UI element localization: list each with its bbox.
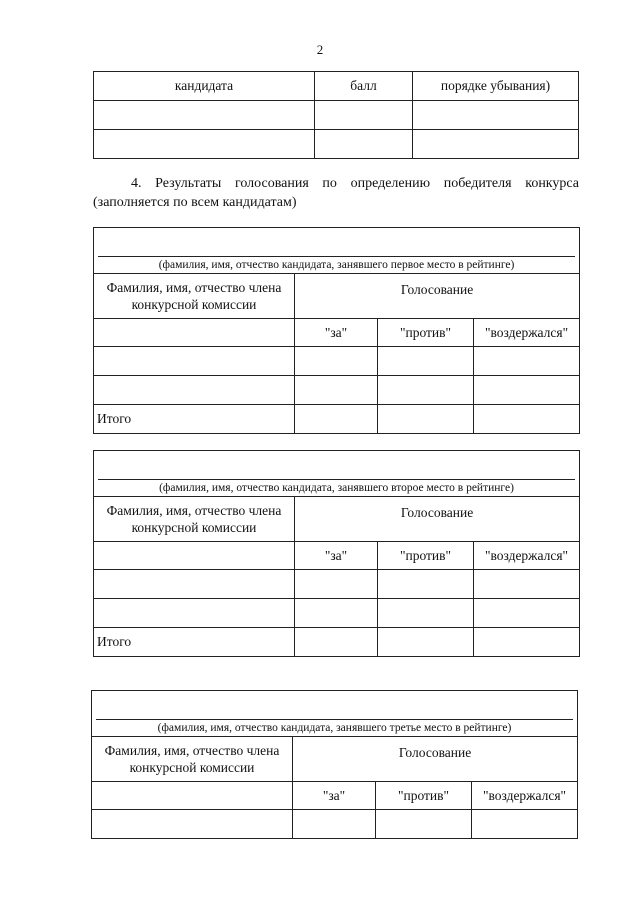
options-row	[92, 782, 578, 810]
table-cell	[94, 542, 295, 570]
candidate-name-row	[92, 691, 578, 737]
table-cell[interactable]	[378, 376, 474, 405]
table-row	[94, 347, 580, 376]
section-4-number: 4.	[131, 176, 142, 191]
table-cell[interactable]	[378, 599, 474, 628]
voting-table-second-place	[93, 450, 580, 657]
option-for: "за"	[293, 782, 376, 810]
section-4-paragraph	[93, 174, 579, 212]
vote-header: Голосование	[295, 497, 580, 542]
table-cell[interactable]	[295, 347, 378, 376]
member-header: Фамилия, имя, отчество члена конкурсной комиссии	[92, 737, 293, 782]
options-row	[94, 319, 580, 347]
header-row	[92, 737, 578, 782]
table-cell[interactable]	[474, 599, 580, 628]
table-cell[interactable]	[378, 347, 474, 376]
table-cell[interactable]	[474, 347, 580, 376]
table-cell[interactable]	[378, 570, 474, 599]
option-against: "против"	[378, 319, 474, 347]
table-cell[interactable]	[295, 628, 378, 657]
candidate-caption: (фамилия, имя, отчество кандидата, занявшего третье место в рейтинге)	[96, 719, 573, 734]
column-header-score: балл	[315, 72, 413, 101]
table-cell[interactable]	[94, 570, 295, 599]
total-row	[94, 405, 580, 434]
member-header: Фамилия, имя, отчество члена конкурсной комиссии	[94, 274, 295, 319]
table-row	[94, 376, 580, 405]
candidate-ranking-table	[93, 71, 579, 159]
column-header-candidate: кандидата	[94, 72, 315, 101]
option-against: "против"	[376, 782, 472, 810]
table-cell[interactable]	[378, 628, 474, 657]
table-cell[interactable]	[472, 810, 578, 839]
table-cell[interactable]	[315, 101, 413, 130]
table-cell[interactable]	[295, 376, 378, 405]
table-cell[interactable]	[94, 130, 315, 159]
member-header: Фамилия, имя, отчество члена конкурсной комиссии	[94, 497, 295, 542]
table-cell[interactable]	[474, 570, 580, 599]
page-number: 2	[316, 42, 324, 57]
table-cell[interactable]	[376, 810, 472, 839]
table-cell[interactable]	[92, 810, 293, 839]
table-cell[interactable]	[94, 101, 315, 130]
table-row	[92, 810, 578, 839]
table-cell[interactable]	[293, 810, 376, 839]
vote-header: Голосование	[293, 737, 578, 782]
table-cell[interactable]	[474, 376, 580, 405]
candidate-name-row	[94, 451, 580, 497]
option-abstained: "воздержался"	[474, 542, 580, 570]
table-cell[interactable]	[295, 405, 378, 434]
total-label: Итого	[94, 405, 295, 434]
table-cell[interactable]	[474, 628, 580, 657]
table-cell	[94, 319, 295, 347]
table-cell[interactable]	[474, 405, 580, 434]
total-row	[94, 628, 580, 657]
table-cell[interactable]	[295, 599, 378, 628]
table-cell	[92, 782, 293, 810]
table-cell[interactable]	[413, 130, 579, 159]
table-cell[interactable]	[94, 599, 295, 628]
option-abstained: "воздержался"	[474, 319, 580, 347]
header-row	[94, 497, 580, 542]
options-row	[94, 542, 580, 570]
table-cell[interactable]	[315, 130, 413, 159]
voting-table-first-place	[93, 227, 580, 434]
candidate-caption: (фамилия, имя, отчество кандидата, занявшего первое место в рейтинге)	[98, 256, 575, 271]
table-cell[interactable]	[295, 570, 378, 599]
candidate-caption: (фамилия, имя, отчество кандидата, занявшего второе место в рейтинге)	[98, 479, 575, 494]
table-cell[interactable]	[413, 101, 579, 130]
option-abstained: "воздержался"	[472, 782, 578, 810]
table-row	[94, 570, 580, 599]
voting-table-third-place	[91, 690, 578, 839]
vote-header: Голосование	[295, 274, 580, 319]
total-label: Итого	[94, 628, 295, 657]
table-header-row	[94, 72, 579, 101]
section-4-text: Результаты голосования по определению победителя конкурса (заполняется по всем кандидатам)	[93, 176, 580, 210]
table-cell[interactable]	[94, 376, 295, 405]
candidate-name-row	[94, 228, 580, 274]
option-for: "за"	[295, 319, 378, 347]
table-row	[94, 599, 580, 628]
candidate-name-field[interactable]	[94, 451, 580, 497]
table-cell[interactable]	[378, 405, 474, 434]
table-cell[interactable]	[94, 347, 295, 376]
option-for: "за"	[295, 542, 378, 570]
column-header-order: порядке убывания)	[413, 72, 579, 101]
header-row	[94, 274, 580, 319]
table-row	[94, 130, 579, 159]
table-row	[94, 101, 579, 130]
option-against: "против"	[378, 542, 474, 570]
candidate-name-field[interactable]	[94, 228, 580, 274]
candidate-name-field[interactable]	[92, 691, 578, 737]
